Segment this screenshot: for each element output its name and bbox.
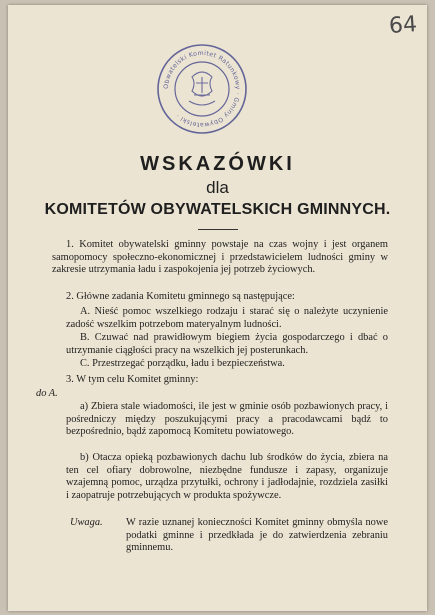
title-divider (198, 229, 238, 230)
paragraph-3b: b) Otacza opieką pozbawionych dachu lub środków do życia, zbiera na ten cel ofiary dobrowolne, niezbędne fundusze i zapasy, organizuje wzajemną pomoc, urządza przytułki, ochrony i jadłodajnie, rozdziela zasiłki i zaopatruje potrzebujących w produkta spożywcze. (66, 452, 388, 501)
paragraph-3a: a) Zbiera stale wiadomości, ile jest w gminie osób pozbawionych pracy, i pośredniczy między poszukującymi pracy a pracodawcami bądź to bezpośrednio, bądź zapomocą Komitetu powiatowego. (66, 401, 388, 438)
document-title: WSKAZÓWKI (140, 153, 295, 175)
paragraph-1: 1. Komitet obywatelski gminny powstaje na czas wojny i jest organem samopomocy społeczno-ekonomicznej i przedstawicielem ludności gminy w zakresie utrzymania ładu i zaspokojenia jej potrzeb życiowych. (52, 239, 388, 276)
section-label-do-a: do A. (36, 388, 58, 399)
page-number: 64 (388, 12, 418, 39)
paragraph-2c: C. Przestrzegać porządku, ładu i bezpieczeństwa. (80, 358, 285, 369)
paragraph-2a: A. Nieść pomoc wszelkiego rodzaju i starać się o należyte uczynienie zadość wszelkim potrzebom materyalnym ludności. (66, 306, 388, 330)
paragraph-2b: B. Czuwać nad prawidłowym biegiem życia gospodarczego i dbać o utrzymanie ciągłości pracy na wszelkich jej posterunkach. (66, 332, 388, 356)
official-seal-stamp (156, 43, 248, 135)
document-subtitle-dla: dla (206, 178, 229, 197)
document-page (8, 5, 427, 611)
note-label: Uwaga. (70, 517, 103, 528)
svg-text:Obwatelski Komitet Ratunkowy ·: Obwatelski Komitet Ratunkowy · Gminy Obywatelski · (162, 49, 242, 129)
paragraph-2: 2. Główne zadania Komitetu gminnego są następujące: (66, 291, 295, 302)
note-text: W razie uznanej konieczności Komitet gminny obmyśla nowe podatki gminne i przedkłada je do zatwierdzenia zebraniu gminnemu. (126, 517, 388, 554)
paragraph-3: 3. W tym celu Komitet gminny: (66, 374, 199, 385)
document-heading: KOMITETÓW OBYWATELSKICH GMINNYCH. (44, 201, 391, 218)
